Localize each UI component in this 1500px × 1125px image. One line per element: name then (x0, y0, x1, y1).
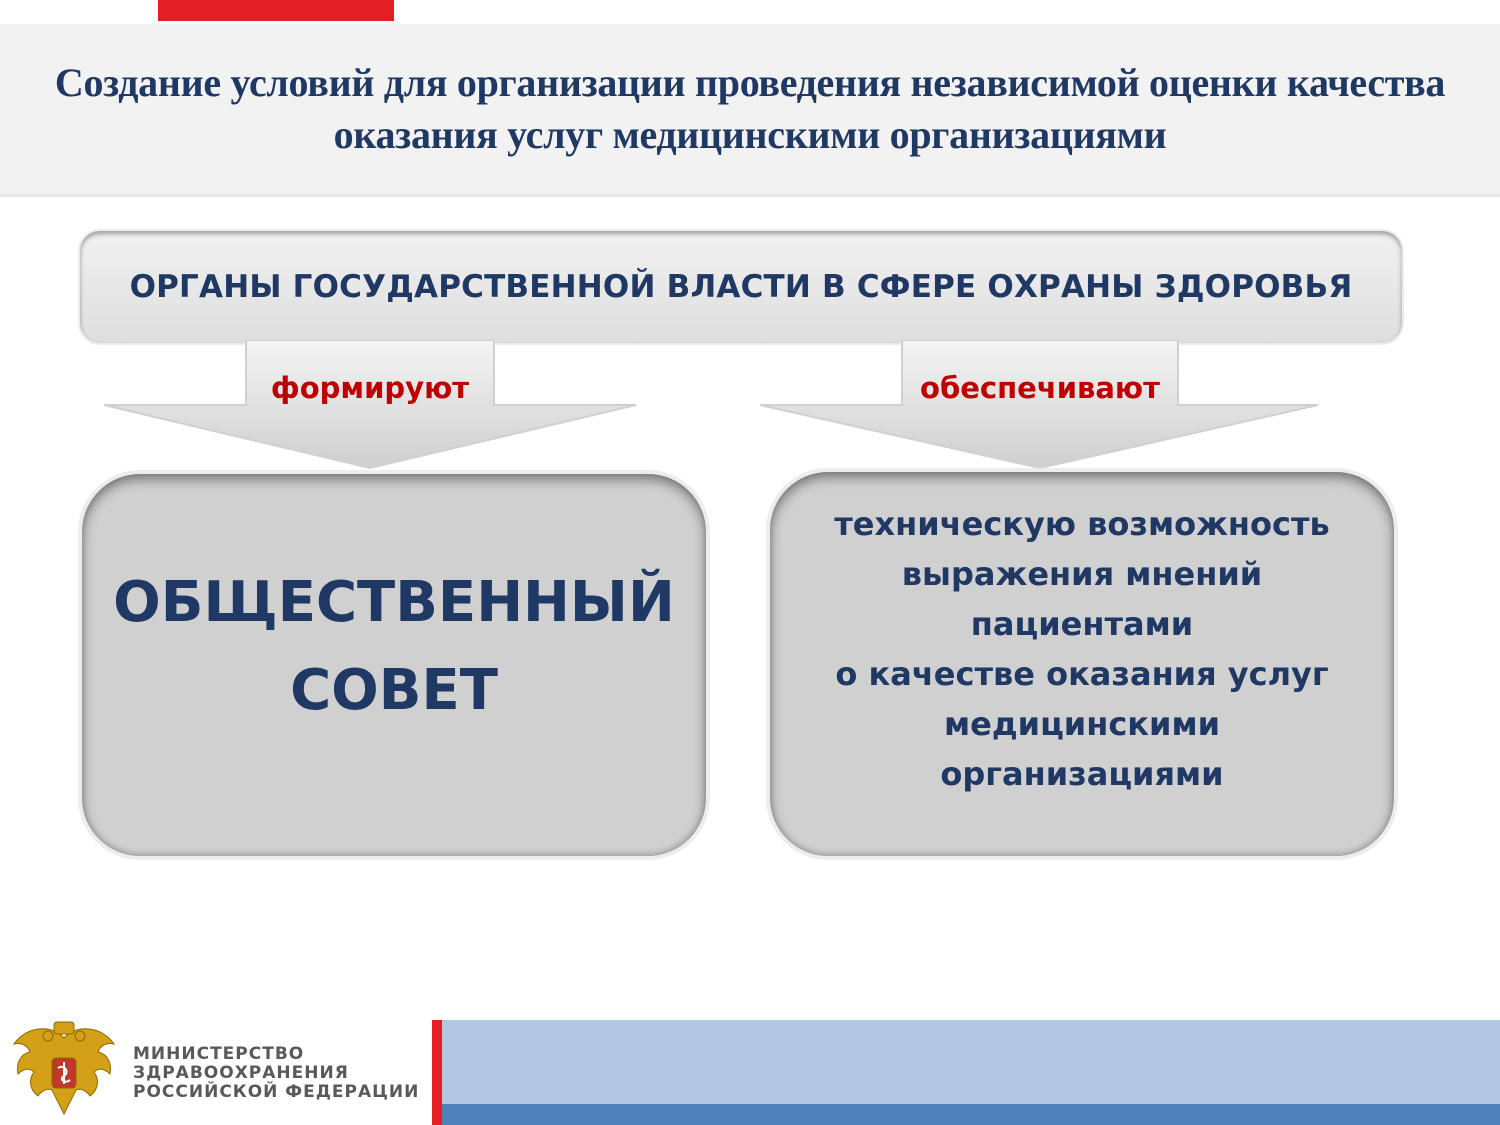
technical-capability-line-4: о качестве оказания услуг (835, 655, 1329, 693)
right-arrow-label: обеспечивают (920, 371, 1160, 405)
technical-capability-line-2: выражения мнений (901, 555, 1263, 593)
technical-capability-line-5: медицинскими (943, 705, 1221, 743)
technical-capability-line-1: техническую возможность (834, 505, 1330, 543)
ministry-name (133, 1045, 419, 1102)
technical-capability-line-3: пациентами (970, 605, 1194, 643)
public-council-box (82, 474, 706, 856)
footer-dark-blue-band (442, 1104, 1500, 1125)
ministry-line-2: ЗДРАВООХРАНЕНИЯ (133, 1063, 349, 1083)
ministry-line-3: РОССИЙСКОЙ ФЕДЕРАЦИИ (133, 1082, 420, 1102)
technical-capability-line-6: организациями (940, 755, 1224, 793)
page-title-line-1: Создание условий для организации проведения независимой оценки качества (54, 60, 1446, 105)
left-arrow-label: формируют (270, 371, 470, 405)
public-council-line-2: СОВЕТ (290, 658, 498, 723)
coat-of-arms-icon (8, 1018, 120, 1124)
public-council-text (113, 559, 675, 735)
arrows-layer (0, 340, 1500, 475)
title-band (0, 24, 1500, 197)
technical-capability-text (834, 499, 1330, 799)
page-title (10, 57, 1490, 161)
ministry-line-1: МИНИСТЕРСТВО (133, 1044, 305, 1064)
health-authorities-box (80, 231, 1402, 343)
top-red-accent-bar (158, 0, 394, 21)
footer-light-blue-band (442, 1020, 1500, 1106)
health-authorities-label: ОРГАНЫ ГОСУДАРСТВЕННОЙ ВЛАСТИ В СФЕРЕ ОХРАНЫ ЗДОРОВЬЯ (129, 269, 1353, 305)
technical-capability-box (770, 472, 1394, 856)
footer-red-divider (432, 1020, 442, 1125)
page-title-line-2: оказания услуг медицинскими организациями (333, 112, 1167, 157)
public-council-line-1: ОБЩЕСТВЕННЫЙ (113, 570, 675, 635)
